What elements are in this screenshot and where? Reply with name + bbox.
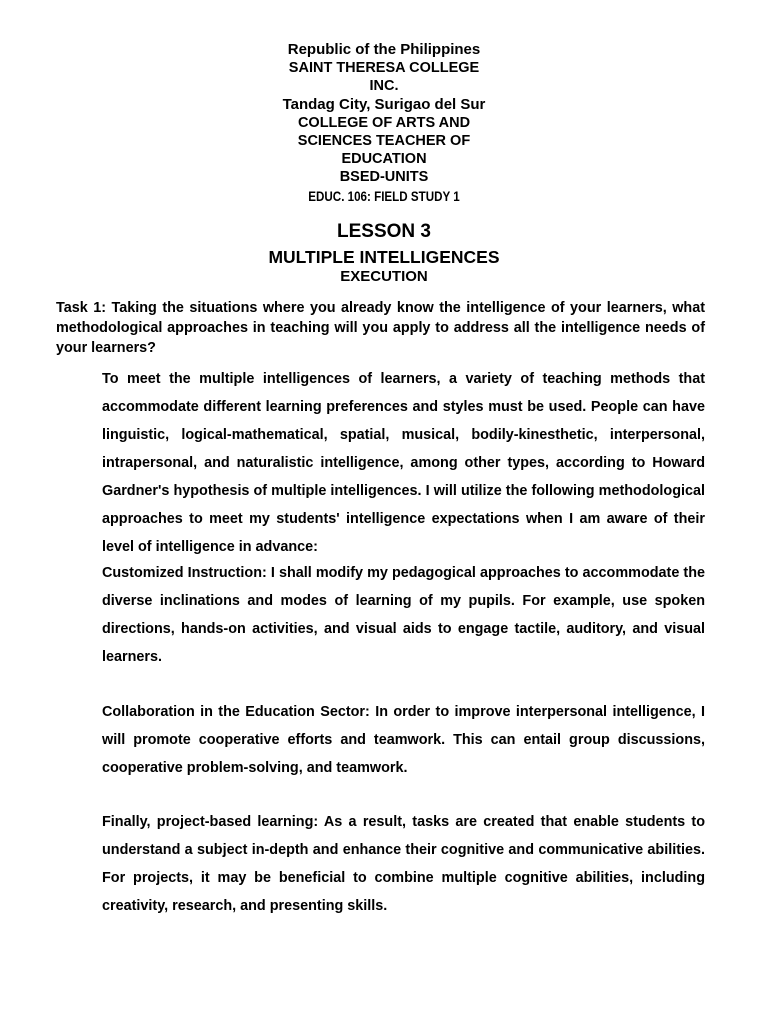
header-department-line-3: EDUCATION xyxy=(341,151,427,168)
header-department-line-1: COLLEGE OF ARTS AND xyxy=(297,114,471,131)
header-republic: Republic of the Philippines xyxy=(287,41,481,58)
answer-intro-paragraph: To meet the multiple intelligences of learners, a variety of teaching methods that accommodate different learning preferences and styles must be used. People can have linguistic, logical-mathematical, spatial, musical, bodily-kinesthetic, interpersonal, intrapersonal, and naturalistic intelligence, among other types, according to Howard Gardner's hypothesis of multiple intelligences. I will utilize the following methodological approaches to meet my students' intelligence expectations when I am aware of their level of intelligence in advance: xyxy=(102,371,705,555)
header-course: EDUC. 106: FIELD STUDY 1 xyxy=(308,188,460,204)
task-prompt: Task 1: Taking the situations where you already know the intelligence of your learners, what methodological approaches in teaching will you apply to address all the intelligence needs of your learners? xyxy=(56,300,705,356)
header-college-name-line-1: SAINT THERESA COLLEGE xyxy=(288,60,480,77)
header-location: Tandag City, Surigao del Sur xyxy=(282,95,486,113)
header-college-name-line-2: INC. xyxy=(369,78,399,95)
answer-customized-paragraph: Customized Instruction: I shall modify my pedagogical approaches to accommodate the diverse inclinations and modes of learning of my pupils. For example, use spoken directions, hands-on activities, and visual aids to engage tactile, auditory, and visual learners. xyxy=(102,565,705,665)
lesson-section: EXECUTION xyxy=(340,268,428,285)
answer-project-paragraph: Finally, project-based learning: As a result, tasks are created that enable students to understand a subject in-depth and enhance their cognitive and communicative abilities. For projects, it may be beneficial to combine multiple cognitive abilities, including creativity, research, and presenting skills. xyxy=(102,814,705,914)
answer-project-block xyxy=(102,808,705,920)
header-department-line-2: SCIENCES TEACHER OF xyxy=(297,133,471,150)
document-header xyxy=(0,41,768,206)
answer-intro-block xyxy=(102,365,705,561)
header-program: BSED-UNITS xyxy=(339,169,429,186)
answer-collaboration-paragraph: Collaboration in the Education Sector: In order to improve interpersonal intelligence, I will promote cooperative efforts and teamwork. This can entail group discussions, cooperative problem-solving, and teamwork. xyxy=(102,704,705,776)
answer-customized-block xyxy=(102,559,705,671)
lesson-number: LESSON 3 xyxy=(337,221,431,242)
lesson-title: MULTIPLE INTELLIGENCES xyxy=(268,247,500,267)
answer-collaboration-block xyxy=(102,698,705,782)
